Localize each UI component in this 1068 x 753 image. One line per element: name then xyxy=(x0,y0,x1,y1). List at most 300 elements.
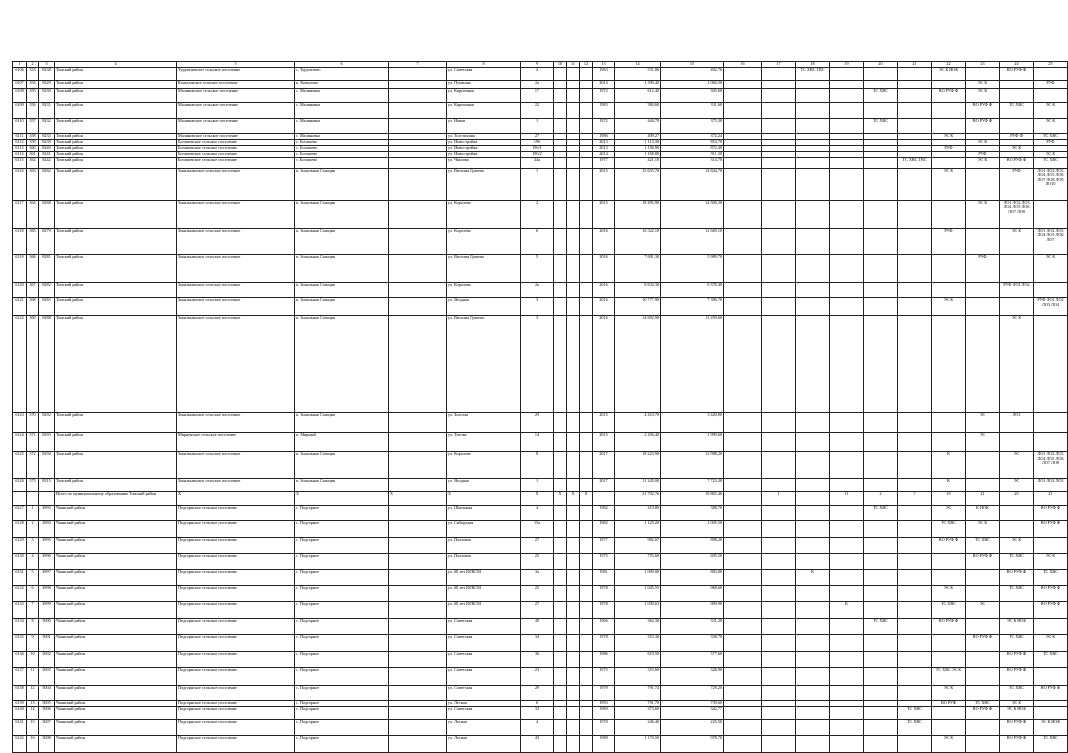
table-cell: 6126 xyxy=(13,479,27,492)
table-cell: Зональненское сельское поселение xyxy=(177,315,295,412)
table-cell: РУФ xyxy=(932,228,966,254)
table-cell xyxy=(724,635,762,652)
table-cell: Подгорнское сельское поселение xyxy=(177,668,295,686)
table-cell: 4997 xyxy=(39,570,55,586)
table-cell: 328,90 xyxy=(661,668,724,686)
table-cell: ТС ХВС xyxy=(966,538,1000,554)
table-cell: Подгорнское сельское поселение xyxy=(177,521,295,538)
table-cell xyxy=(389,586,447,602)
table-cell xyxy=(724,452,762,479)
table-cell: 372,24 xyxy=(661,133,724,139)
table-cell: ЭС К xyxy=(932,736,966,753)
table-cell xyxy=(932,157,966,168)
table-cell xyxy=(13,492,27,506)
table-cell: ул. Школьная xyxy=(447,506,521,521)
table-cell: п. Зональная Станция xyxy=(295,283,389,298)
table-cell xyxy=(864,570,898,586)
table-cell: ЛО1 ЛО2 ЛО3 ЛО4 ЛО5 ЛО6 ЛО7 ЛО8 ЛО9 ЛО10 xyxy=(1034,168,1068,200)
table-cell xyxy=(554,200,567,228)
table-cell: 23 xyxy=(521,668,554,686)
table-row xyxy=(13,538,1068,554)
table-cell xyxy=(796,479,830,492)
table-cell: ВО РУФ Ф xyxy=(966,102,1000,118)
table-cell: 13 xyxy=(27,701,39,707)
table-cell xyxy=(724,413,762,432)
table-cell: 6137 xyxy=(13,668,27,686)
table-cell: 6106 xyxy=(13,67,27,80)
table-cell: Чаинский район xyxy=(55,602,177,619)
column-number-8: 8 xyxy=(447,62,521,68)
table-cell: Томский район xyxy=(55,151,177,157)
table-cell xyxy=(796,157,830,168)
table-cell xyxy=(966,479,1000,492)
table-cell: 18 495,90 xyxy=(615,200,661,228)
table-cell: 8283 xyxy=(39,297,55,315)
table-cell: 18 223,90 xyxy=(615,452,661,479)
table-cell: Томский район xyxy=(55,315,177,412)
table-cell xyxy=(567,67,580,80)
table-cell xyxy=(724,686,762,701)
table-cell xyxy=(762,521,796,538)
table-cell xyxy=(898,413,932,432)
table-cell xyxy=(796,554,830,570)
table-cell: ЭС К xyxy=(932,168,966,200)
table-cell xyxy=(580,200,593,228)
table-cell xyxy=(567,602,580,619)
table-cell xyxy=(796,635,830,652)
table-cell: 27 xyxy=(521,602,554,619)
table-cell: 6120 xyxy=(13,283,27,298)
table-cell: 1 030,63 xyxy=(615,602,661,619)
table-cell xyxy=(389,157,447,168)
table-cell xyxy=(864,315,898,412)
table-cell: ВО РУФ Ф xyxy=(1034,521,1068,538)
table-cell xyxy=(830,554,864,570)
table-cell xyxy=(567,228,580,254)
table-cell xyxy=(932,554,966,570)
table-cell xyxy=(796,102,830,118)
table-cell xyxy=(762,538,796,554)
table-cell: 388,70 xyxy=(661,506,724,521)
table-cell: 1 170,50 xyxy=(615,736,661,753)
table-cell xyxy=(389,479,447,492)
table-cell: 8292 xyxy=(39,413,55,432)
table-cell: с. Турунтаево xyxy=(295,67,389,80)
table-cell: с. Подгорное xyxy=(295,619,389,635)
table-cell xyxy=(830,736,864,753)
table-cell: Х xyxy=(177,492,295,506)
table-cell xyxy=(796,283,830,298)
table-cell: с. Подгорное xyxy=(295,538,389,554)
table-cell: 1963 xyxy=(593,67,615,80)
table-cell: 4 xyxy=(27,554,39,570)
table-cell xyxy=(554,521,567,538)
table-cell: ул. Новостройка xyxy=(447,145,521,151)
table-cell: ул. Советская xyxy=(447,619,521,635)
table-cell: 8281 xyxy=(39,254,55,283)
table-cell: 4 xyxy=(521,720,554,736)
table-cell xyxy=(554,297,567,315)
table-cell: 2017 xyxy=(593,479,615,492)
table-cell: 384,60 xyxy=(615,102,661,118)
table-cell: ВО РУФ Ф xyxy=(1000,157,1034,168)
table-cell xyxy=(796,707,830,720)
table-cell: с. Подгорное xyxy=(295,506,389,521)
table-cell xyxy=(898,432,932,451)
table-cell: ТС ХВС xyxy=(1034,736,1068,753)
table-cell: 7 396,70 xyxy=(661,297,724,315)
table-cell: ЛО1 ЛО2 ЛО3 ЛО4 ЛО5 ЛО6 ЛО7 ЛО8 xyxy=(1000,200,1034,228)
column-number-3: 3 xyxy=(39,62,55,68)
table-cell xyxy=(830,228,864,254)
table-cell xyxy=(724,619,762,635)
table-cell: 2016 xyxy=(593,254,615,283)
table-cell: 3а xyxy=(521,570,554,586)
table-cell xyxy=(567,479,580,492)
table-cell: ЭС К xyxy=(1034,554,1068,570)
table-cell: 2016 xyxy=(593,297,615,315)
table-cell xyxy=(898,586,932,602)
table-cell xyxy=(762,254,796,283)
table-row xyxy=(13,297,1068,315)
table-cell xyxy=(580,413,593,432)
table-cell: ул. Титова xyxy=(447,432,521,451)
table-cell: 4 xyxy=(521,506,554,521)
table-cell xyxy=(830,652,864,668)
table-cell: с. Малиновка xyxy=(295,133,389,139)
table-cell: 5005 xyxy=(39,701,55,707)
table-cell xyxy=(864,254,898,283)
table-cell xyxy=(567,506,580,521)
table-cell: Мирненское сельское поселение xyxy=(177,432,295,451)
table-cell: 15 655,70 xyxy=(615,168,661,200)
table-cell: с. Подгорное xyxy=(295,635,389,652)
table-cell xyxy=(762,668,796,686)
table-cell xyxy=(567,686,580,701)
table-cell xyxy=(554,602,567,619)
table-cell xyxy=(796,88,830,102)
table-cell: 25 xyxy=(521,586,554,602)
table-cell xyxy=(1034,432,1068,451)
table-cell: 1982 xyxy=(593,506,615,521)
table-cell: ТС ХВС xyxy=(1034,157,1068,168)
table-cell xyxy=(830,635,864,652)
table-cell: 21 xyxy=(966,492,1000,506)
table-cell xyxy=(1000,297,1034,315)
table-cell xyxy=(762,228,796,254)
table-cell: ул. Королева xyxy=(447,283,521,298)
table-cell xyxy=(389,228,447,254)
table-cell: 353 xyxy=(27,67,39,80)
table-cell xyxy=(898,254,932,283)
table-cell: 4995 xyxy=(39,538,55,554)
table-cell: Подгорнское сельское поселение xyxy=(177,720,295,736)
table-row xyxy=(13,635,1068,652)
table-cell xyxy=(898,283,932,298)
table-cell: 619,50 xyxy=(615,652,661,668)
table-cell xyxy=(389,720,447,736)
table-cell xyxy=(580,479,593,492)
table-cell: 5004 xyxy=(39,686,55,701)
table-cell: 27 xyxy=(521,133,554,139)
table-cell: 6113 xyxy=(13,145,27,151)
table-cell: 7 xyxy=(898,492,932,506)
column-number-10: 10 xyxy=(554,62,567,68)
table-cell: 1 390,40 xyxy=(615,80,661,88)
table-cell: 16 xyxy=(27,736,39,753)
table-cell: 6 xyxy=(521,701,554,707)
table-cell: К xyxy=(830,602,864,619)
table-cell: 1972 xyxy=(593,88,615,102)
table-cell xyxy=(567,652,580,668)
table-cell xyxy=(864,668,898,686)
table-cell: 375,30 xyxy=(661,118,724,133)
table-cell: 5006 xyxy=(39,707,55,720)
table-cell xyxy=(724,586,762,602)
table-cell xyxy=(830,88,864,102)
table-cell: 10 xyxy=(27,652,39,668)
table-cell: Томский район xyxy=(55,168,177,200)
table-cell: Чаинский район xyxy=(55,586,177,602)
table-row xyxy=(13,432,1068,451)
table-cell xyxy=(554,668,567,686)
table-cell xyxy=(724,538,762,554)
table-cell: с. Подгорное xyxy=(295,736,389,753)
column-number-15: 15 xyxy=(661,62,724,68)
table-cell: 8229 xyxy=(39,80,55,88)
table-row xyxy=(13,168,1068,200)
table-cell xyxy=(762,80,796,88)
table-cell xyxy=(864,157,898,168)
table-cell: 6116 xyxy=(13,168,27,200)
table-cell: 12 669,10 xyxy=(661,228,724,254)
table-cell: 19б/1 xyxy=(521,145,554,151)
table-cell: п. Зональная Станция xyxy=(295,452,389,479)
table-cell: 14 500,30 xyxy=(661,200,724,228)
table-cell: ул. Новостройка xyxy=(447,151,521,157)
column-number-20: 20 xyxy=(864,62,898,68)
table-cell xyxy=(567,521,580,538)
table-cell xyxy=(567,707,580,720)
table-cell xyxy=(554,652,567,668)
table-cell xyxy=(966,720,1000,736)
table-cell: Томский район xyxy=(55,432,177,451)
table-cell: ЭС К xyxy=(1034,118,1068,133)
table-cell: ул. Советская xyxy=(447,67,521,80)
table-cell xyxy=(567,88,580,102)
table-cell: Томский район xyxy=(55,479,177,492)
table-cell xyxy=(554,586,567,602)
table-cell: 1 156,90 xyxy=(615,145,661,151)
table-cell xyxy=(554,538,567,554)
table-cell: ТС ХВС xyxy=(966,701,1000,707)
table-cell xyxy=(724,521,762,538)
table-cell: 11 459,60 xyxy=(661,315,724,412)
table-row xyxy=(13,602,1068,619)
table-cell xyxy=(580,720,593,736)
table-cell xyxy=(724,102,762,118)
table-cell: 8233 xyxy=(39,133,55,139)
table-cell: ул. Виталия Грачева xyxy=(447,254,521,283)
column-number-13: 13 xyxy=(593,62,615,68)
table-cell: 1 005,50 xyxy=(661,521,724,538)
table-cell: 354 xyxy=(27,80,39,88)
table-cell xyxy=(724,492,762,506)
column-number-22: 22 xyxy=(932,62,966,68)
table-cell xyxy=(580,102,593,118)
table-cell: с. Малиновка xyxy=(295,102,389,118)
table-cell: 12 988,20 xyxy=(661,452,724,479)
table-cell xyxy=(1034,67,1068,80)
table-cell xyxy=(724,80,762,88)
table-cell: 2 456,40 xyxy=(615,432,661,451)
table-cell: 14 xyxy=(27,707,39,720)
table-cell xyxy=(762,652,796,668)
table-cell xyxy=(830,80,864,88)
table-cell: 6112 xyxy=(13,139,27,145)
table-cell xyxy=(389,283,447,298)
table-cell xyxy=(864,720,898,736)
table-cell: п. Зональная Станция xyxy=(295,168,389,200)
table-cell: Малиновское сельское поселение xyxy=(177,133,295,139)
table-cell: 2016 xyxy=(593,228,615,254)
table-cell xyxy=(567,570,580,586)
table-cell xyxy=(724,157,762,168)
table-cell: ЭС xyxy=(966,602,1000,619)
table-cell xyxy=(567,283,580,298)
table-cell: 14 xyxy=(521,432,554,451)
table-cell: 19 xyxy=(932,492,966,506)
table-cell xyxy=(554,80,567,88)
table-cell xyxy=(567,297,580,315)
table-cell xyxy=(762,168,796,200)
table-cell: РУФ ЛО1 ЛО2 xyxy=(1000,283,1034,298)
table-cell: ТС ХВС xyxy=(932,521,966,538)
table-cell xyxy=(389,668,447,686)
table-cell: ул. Советская xyxy=(447,635,521,652)
table-cell: 373,60 xyxy=(615,707,661,720)
table-cell xyxy=(762,452,796,479)
table-cell: ВО РУФ Ф xyxy=(966,635,1000,652)
table-cell: 2 xyxy=(521,200,554,228)
table-cell: Подгорнское сельское поселение xyxy=(177,602,295,619)
table-cell: 364 xyxy=(27,200,39,228)
table-cell: 14 844,70 xyxy=(661,168,724,200)
table-cell: Итого по муниципальному образованию Томский район xyxy=(55,492,177,506)
table-cell: ВО РУФ Ф xyxy=(1034,506,1068,521)
table-cell xyxy=(567,315,580,412)
table-cell: 5008 xyxy=(39,736,55,753)
table-cell: ВО РУФ Ф xyxy=(966,554,1000,570)
table-cell: с. Подгорное xyxy=(295,554,389,570)
table-cell xyxy=(932,283,966,298)
table-cell: ул. Лесная xyxy=(447,701,521,707)
table-cell: 6 xyxy=(521,228,554,254)
table-cell: ул. Кирпичная xyxy=(447,102,521,118)
table-cell xyxy=(966,228,1000,254)
table-row xyxy=(13,67,1068,80)
table-cell: 1983 xyxy=(593,102,615,118)
table-cell xyxy=(1034,200,1068,228)
table-cell xyxy=(830,200,864,228)
table-cell xyxy=(389,554,447,570)
table-cell: ЭС К xyxy=(966,521,1000,538)
table-cell: 5003 xyxy=(39,668,55,686)
table-cell xyxy=(796,538,830,554)
table-cell xyxy=(724,228,762,254)
table-cell xyxy=(567,538,580,554)
table-cell: Томский район xyxy=(55,228,177,254)
table-row xyxy=(13,707,1068,720)
table-cell xyxy=(580,619,593,635)
table-cell: 2015 xyxy=(593,413,615,432)
table-cell: Зональненское сельское поселение xyxy=(177,228,295,254)
table-cell: 7 723,20 xyxy=(661,479,724,492)
table-cell xyxy=(898,521,932,538)
table-cell: 7 xyxy=(27,602,39,619)
table-cell: 338,70 xyxy=(661,635,724,652)
table-cell: Зональненское сельское поселение xyxy=(177,452,295,479)
table-cell: 372 xyxy=(27,452,39,479)
table-cell xyxy=(762,283,796,298)
table-cell xyxy=(762,102,796,118)
table-cell: ул. 60 лет ВЛКСМ xyxy=(447,570,521,586)
table-cell: ТС ХВС ЭС К xyxy=(932,668,966,686)
table-cell: ТС ХВС xyxy=(1000,586,1034,602)
table-cell xyxy=(864,67,898,80)
table-cell: Чаинский район xyxy=(55,570,177,586)
table-cell: ул. Сибирская xyxy=(447,521,521,538)
table-cell: 369 xyxy=(27,315,39,412)
table-cell: 4996 xyxy=(39,554,55,570)
table-cell: 358 xyxy=(27,133,39,139)
table-cell: 4 xyxy=(521,67,554,80)
table-cell xyxy=(1000,432,1034,451)
table-cell: 2013 xyxy=(593,145,615,151)
table-cell: 1 125,20 xyxy=(615,521,661,538)
table-cell xyxy=(724,736,762,753)
column-number-18: 18 xyxy=(796,62,830,68)
table-cell: ТС ХВС xyxy=(898,720,932,736)
table-cell: ВО РУФ Ф xyxy=(1000,736,1034,753)
table-cell: 6107 xyxy=(13,80,27,88)
table-cell: РУФ ЛО1 ЛО2 ЛО3 ЛО4 xyxy=(1034,297,1068,315)
table-cell: К xyxy=(932,452,966,479)
table-cell xyxy=(724,707,762,720)
table-cell: 2014 xyxy=(593,151,615,157)
table-row xyxy=(13,413,1068,432)
table-cell xyxy=(567,635,580,652)
column-number-1: 1 xyxy=(13,62,27,68)
table-cell: Подгорнское сельское поселение xyxy=(177,586,295,602)
table-cell xyxy=(389,168,447,200)
table-cell xyxy=(39,492,55,506)
table-cell xyxy=(1000,88,1034,102)
table-cell xyxy=(389,602,447,619)
table-cell xyxy=(762,118,796,133)
table-cell xyxy=(762,686,796,701)
table-cell xyxy=(567,720,580,736)
table-cell xyxy=(724,432,762,451)
table-cell: Зональненское сельское поселение xyxy=(177,297,295,315)
table-cell: 11 xyxy=(27,668,39,686)
table-cell: 2015 xyxy=(593,200,615,228)
table-cell: п. Копылово xyxy=(295,80,389,88)
table-cell xyxy=(567,80,580,88)
table-cell: Зональненское сельское поселение xyxy=(177,200,295,228)
table-cell: 1 045,55 xyxy=(615,586,661,602)
table-cell: п. Зональная Станция xyxy=(295,315,389,412)
